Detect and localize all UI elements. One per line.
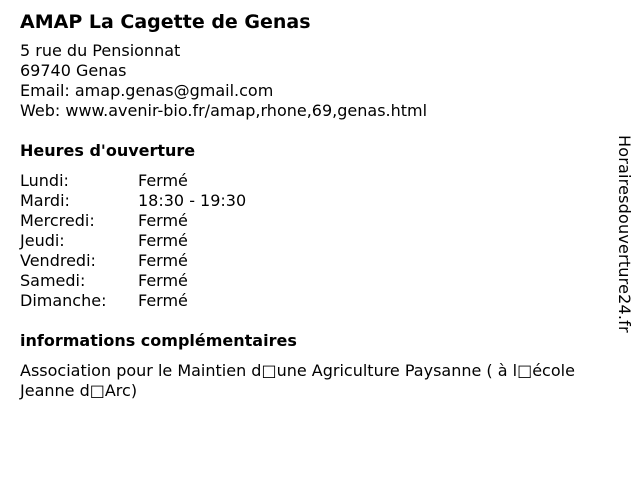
shop-name: AMAP La Cagette de Genas bbox=[20, 11, 311, 33]
site-watermark: Horairesdouverture24.fr bbox=[615, 135, 634, 333]
hours-row bbox=[20, 291, 610, 311]
hours-row bbox=[20, 231, 610, 251]
day-time: Fermé bbox=[138, 271, 188, 290]
email-line[interactable]: Email: amap.genas@gmail.com bbox=[20, 81, 274, 100]
day-label: Mardi: bbox=[20, 191, 70, 210]
day-time: Fermé bbox=[138, 211, 188, 230]
day-label: Lundi: bbox=[20, 171, 69, 190]
day-time: Fermé bbox=[138, 171, 188, 190]
info-text: Association pour le Maintien d□une Agriculture Paysanne ( à l□école Jeanne d□Arc) bbox=[20, 361, 575, 400]
day-time: Fermé bbox=[138, 291, 188, 310]
hours-row bbox=[20, 171, 610, 191]
info-title: informations complémentaires bbox=[20, 331, 297, 350]
hours-list bbox=[20, 171, 610, 311]
day-label: Vendredi: bbox=[20, 251, 96, 270]
hours-title: Heures d'ouverture bbox=[20, 141, 196, 160]
day-time: 18:30 - 19:30 bbox=[138, 191, 247, 210]
hours-row bbox=[20, 211, 610, 231]
day-label: Dimanche: bbox=[20, 291, 107, 310]
day-label: Jeudi: bbox=[20, 231, 65, 250]
shop-card bbox=[20, 10, 610, 401]
address-line-2: 69740 Genas bbox=[20, 61, 127, 80]
day-time: Fermé bbox=[138, 251, 188, 270]
hours-row bbox=[20, 191, 610, 211]
day-time: Fermé bbox=[138, 231, 188, 250]
hours-row bbox=[20, 271, 610, 291]
day-label: Mercredi: bbox=[20, 211, 95, 230]
day-label: Samedi: bbox=[20, 271, 86, 290]
address-line-1: 5 rue du Pensionnat bbox=[20, 41, 181, 60]
web-line[interactable]: Web: www.avenir-bio.fr/amap,rhone,69,genas.html bbox=[20, 101, 428, 120]
hours-row bbox=[20, 251, 610, 271]
